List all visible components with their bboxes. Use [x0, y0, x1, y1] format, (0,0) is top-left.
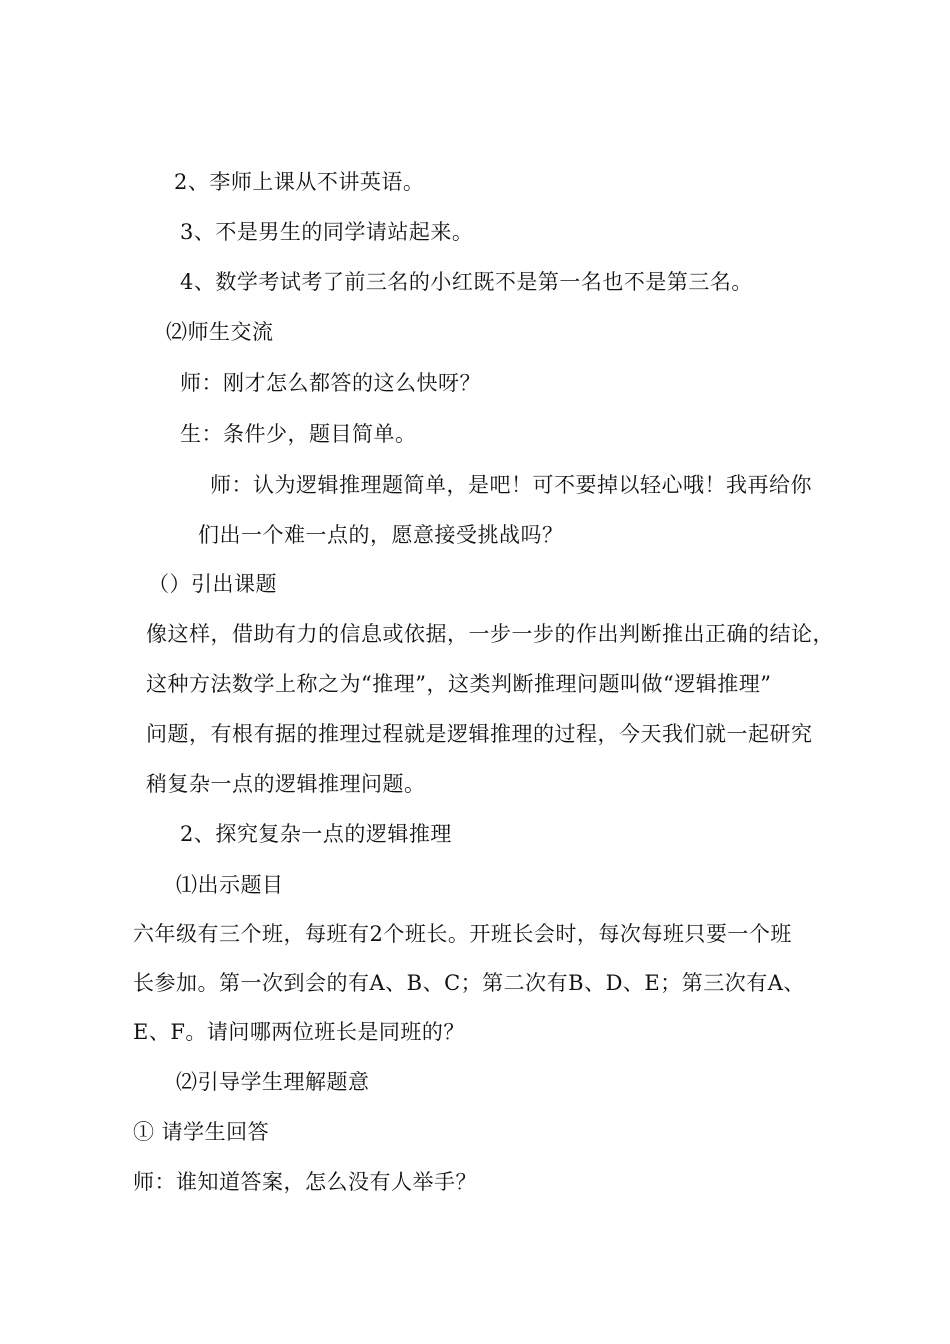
section-heading: ① 请学生回答 — [133, 1120, 270, 1144]
dialogue-line: 们出一个难一点的，愿意接受挑战吗？ — [198, 523, 564, 547]
paragraph-line: 像这样，借助有力的信息或依据，一步一步的作出判断推出正确的结论， — [146, 622, 834, 646]
paragraph-line: 问题，有根有据的推理过程就是逻辑推理的过程，今天我们就一起研究 — [146, 722, 813, 746]
paragraph-line: 稍复杂一点的逻辑推理问题。 — [146, 772, 426, 796]
paragraph-line: 2、李师上课从不讲英语。 — [174, 170, 425, 194]
paragraph-line: 4、数学考试考了前三名的小红既不是第一名也不是第三名。 — [180, 270, 753, 294]
section-heading: （）引出课题 — [148, 572, 277, 596]
paragraph-line: 这种方法数学上称之为“推理”，这类判断推理问题叫做“逻辑推理” — [146, 672, 772, 696]
dialogue-line: 生：条件少，题目简单。 — [180, 422, 417, 446]
dialogue-line: 师：认为逻辑推理题简单，是吧！可不要掉以轻心哦！我再给你 — [210, 473, 812, 497]
dialogue-line: 师：刚才怎么都答的这么快呀？ — [180, 371, 481, 395]
section-heading: ⑵师生交流 — [166, 320, 274, 344]
problem-line: 六年级有三个班，每班有2个班长。开班长会时，每次每班只要一个班 — [133, 922, 792, 946]
problem-line: E、F。请问哪两位班长是同班的？ — [133, 1020, 465, 1044]
section-heading: ⑴出示题目 — [176, 873, 284, 897]
dialogue-line: 师：谁知道答案，怎么没有人举手？ — [133, 1170, 477, 1194]
paragraph-line: 3、不是男生的同学请站起来。 — [180, 220, 474, 244]
section-heading: ⑵引导学生理解题意 — [176, 1070, 370, 1094]
section-heading: 2、探究复杂一点的逻辑推理 — [180, 822, 452, 846]
problem-line: 长参加。第一次到会的有A、B、C；第二次有B、D、E；第三次有A、 — [133, 971, 805, 995]
